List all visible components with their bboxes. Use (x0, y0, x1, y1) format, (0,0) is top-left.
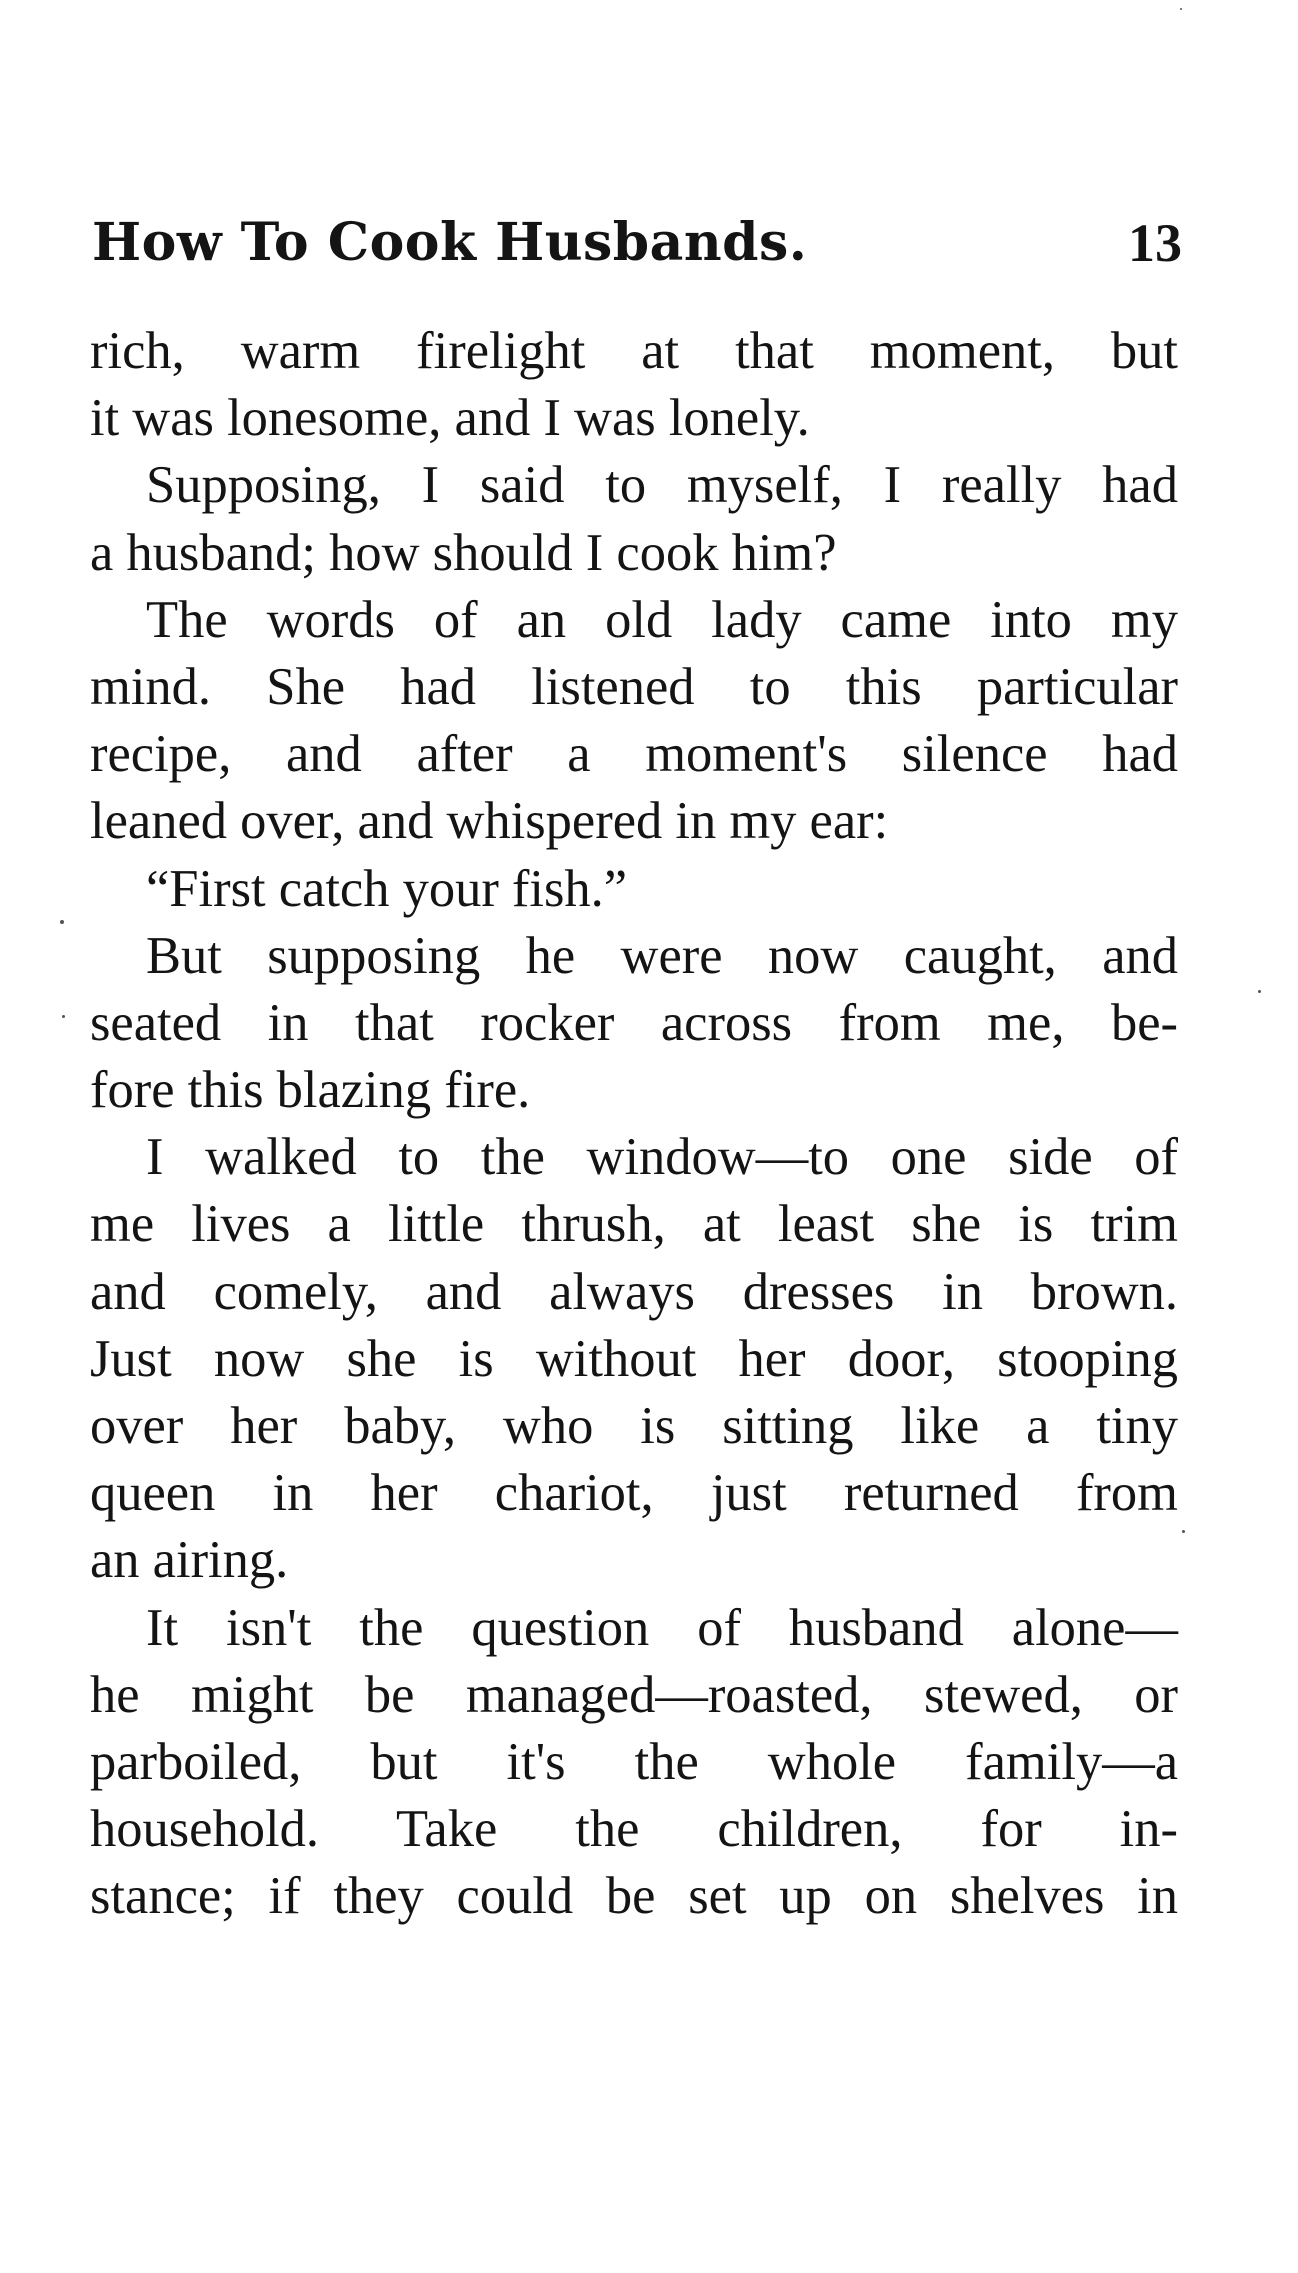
text-line: me lives a little thrush, at least she is trim (90, 1195, 1178, 1254)
scan-speck (62, 1015, 65, 1018)
text-line: a husband; how should I cook him? (90, 523, 837, 582)
text-line: it was lonesome, and I was lonely. (90, 389, 810, 448)
text-line: rich, warm firelight at that moment, but (90, 322, 1178, 380)
text-line: he might be managed—roasted, stewed, or (90, 1665, 1178, 1724)
text-line: household. Take the children, for in- (90, 1800, 1178, 1859)
text-line: Just now she is without her door, stooping (90, 1329, 1178, 1388)
running-head-title: How To Cook Husbands. (92, 212, 808, 273)
text-line: seated in that rocker across from me, be- (90, 993, 1178, 1052)
scan-speck (1180, 8, 1182, 10)
text-line: parboiled, but it's the whole family—a (90, 1732, 1178, 1791)
text-line: fore this blazing fire. (90, 1061, 531, 1120)
scan-speck (1182, 1530, 1185, 1533)
text-line: It isn't the question of husband alone— (146, 1598, 1178, 1657)
text-line: and comely, and always dresses in brown. (90, 1262, 1178, 1321)
scan-speck (1258, 990, 1261, 993)
text-line: Supposing, I said to myself, I really had (146, 456, 1178, 515)
text-line: recipe, and after a moment's silence had (90, 725, 1178, 784)
page-number: 13 (1128, 213, 1182, 273)
text-line: over her baby, who is sitting like a tiny (90, 1397, 1178, 1455)
text-line: I walked to the window—to one side of (146, 1128, 1178, 1187)
text-line: stance; if they could be set up on shelves in (90, 1867, 1178, 1926)
running-head (92, 198, 1182, 288)
text-line: queen in her chariot, just returned from (90, 1464, 1178, 1523)
text-line: leaned over, and whispered in my ear: (90, 792, 889, 851)
text-line: an airing. (90, 1531, 289, 1590)
text-line: mind. She had listened to this particular (90, 657, 1178, 716)
scan-speck (60, 920, 64, 924)
text-line: But supposing he were now caught, and (146, 926, 1178, 985)
text-line: The words of an old lady came into my (146, 590, 1178, 649)
text-line: “First catch your fish.” (146, 859, 628, 918)
body-text (90, 318, 1178, 1931)
